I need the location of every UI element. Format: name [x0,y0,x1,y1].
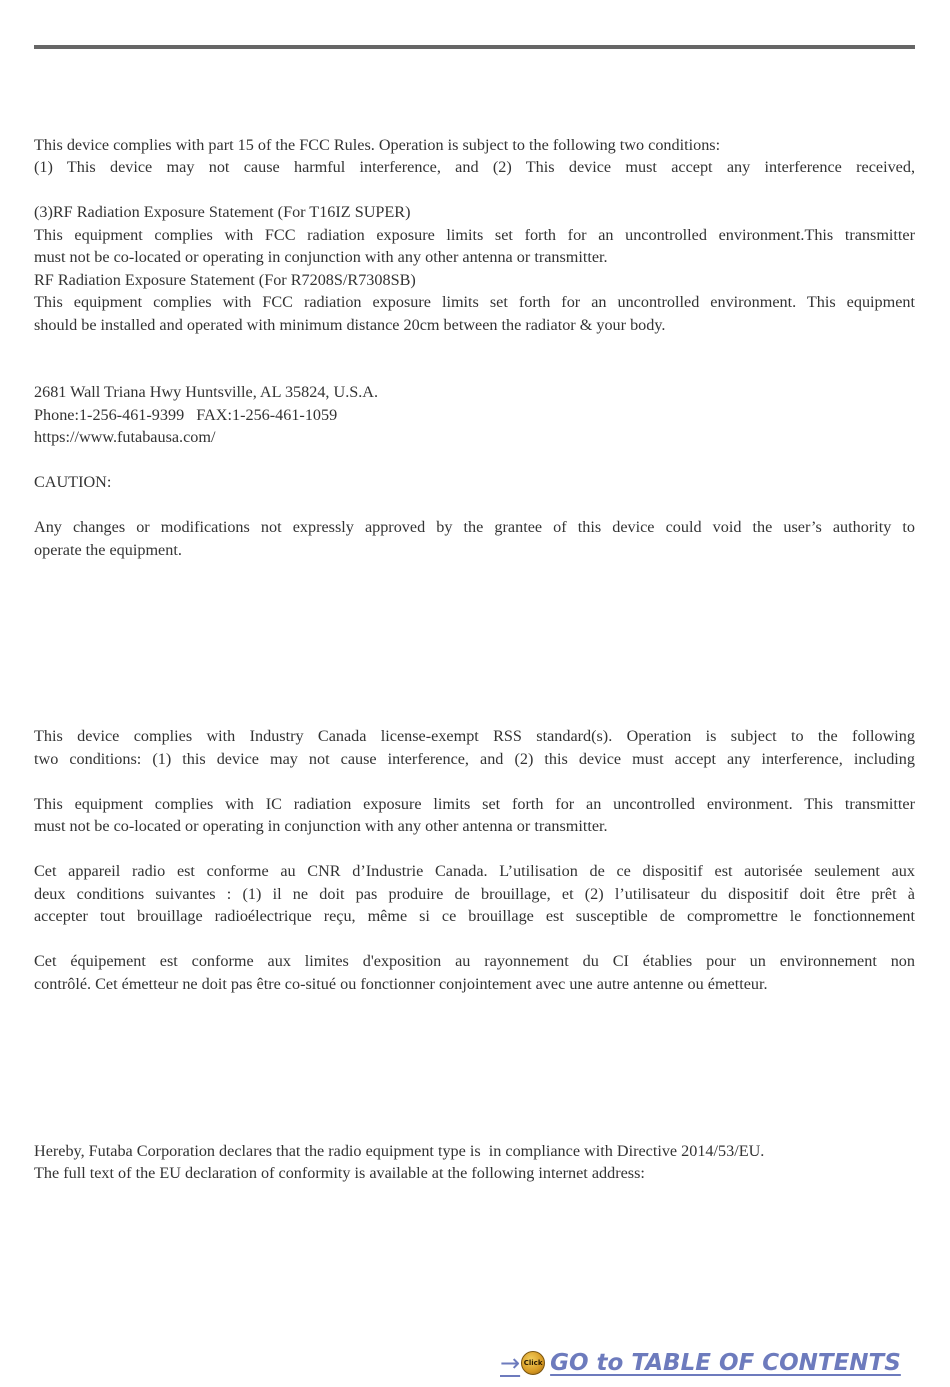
ic-french-para2-line2: contrôlé. Cet émetteur ne doit pas être co-situé ou fonctionner conjointement avec une autre antenne ou émetteur. [34,975,768,993]
ic-french-para1-line3: accepter tout brouillage radioélectrique reçu, même si ce brouillage est susceptible de compromettre le fonctionnement [34,907,915,925]
eu-declaration-line-1: Hereby, Futaba Corporation declares that the radio equipment type is in compliance with Directive 2014/53/EU. [34,1142,765,1160]
rf-exposure-body-t16iz-2: must not be co-located or operating in conjunction with any other antenna or transmitter. [34,248,608,266]
ic-english-para1-line1: This device complies with Industry Canada license-exempt RSS standard(s). Operation is subject to the following [34,727,915,745]
click-badge-label: Click [523,1359,543,1367]
ic-french-para1-line2: deux conditions suivantes : (1) il ne doit pas produire de brouillage, et (2) l’utilisateur du dispositif doit être prêt à [34,885,915,903]
click-badge-icon [521,1351,545,1375]
caution-body-2: operate the equipment. [34,541,182,559]
fcc-compliance-line-2: (1) This device may not cause harmful interference, and (2) This device must accept any interference received, [34,158,915,176]
rf-exposure-heading-t16iz: (3)RF Radiation Exposure Statement (For T16IZ SUPER) [34,203,411,221]
caution-label: CAUTION: [34,473,112,491]
ic-english-para2-line1: This equipment complies with IC radiation exposure limits set forth for an uncontrolled environment. This transmitter [34,795,915,813]
right-arrow-icon: → [500,1349,521,1377]
contact-phone-fax: Phone:1-256-461-9399 FAX:1-256-461-1059 [34,406,338,424]
rf-exposure-body-r7208-2: should be installed and operated with minimum distance 20cm between the radiator & your body. [34,316,666,334]
ic-english-para1-line2: two conditions: (1) this device may not cause interference, and (2) this device must accept any interference, including [34,750,915,768]
eu-declaration-line-2: The full text of the EU declaration of conformity is available at the following internet address: [34,1164,645,1182]
ic-french-para1-line1: Cet appareil radio est conforme au CNR d’Industrie Canada. L’utilisation de ce dispositif est autorisée seulement aux [34,862,915,880]
ic-french-para2-line1: Cet équipement est conforme aux limites d'exposition au rayonnement du CI établies pour un environnement non [34,952,915,970]
ic-english-para2-line2: must not be co-located or operating in conjunction with any other antenna or transmitter. [34,817,608,835]
top-rule [34,45,915,49]
rf-exposure-body-t16iz-1: This equipment complies with FCC radiation exposure limits set forth for an uncontrolled environment.This transmitter [34,226,915,244]
contact-url: https://www.futabausa.com/ [34,428,216,446]
toc-link-label: GO to TABLE OF CONTENTS [550,1350,901,1376]
fcc-compliance-line-1: This device complies with part 15 of the FCC Rules. Operation is subject to the following two conditions: [34,136,721,154]
rf-exposure-heading-r7208: RF Radiation Exposure Statement (For R7208S/R7308SB) [34,271,416,289]
rf-exposure-body-r7208-1: This equipment complies with FCC radiation exposure limits set forth for an uncontrolled environment. This equipment [34,293,915,311]
contact-address: 2681 Wall Triana Hwy Huntsville, AL 35824, U.S.A. [34,383,379,401]
caution-body-1: Any changes or modifications not expressly approved by the grantee of this device could void the user’s authority to [34,518,915,536]
go-to-table-of-contents-link[interactable] [500,1346,915,1380]
